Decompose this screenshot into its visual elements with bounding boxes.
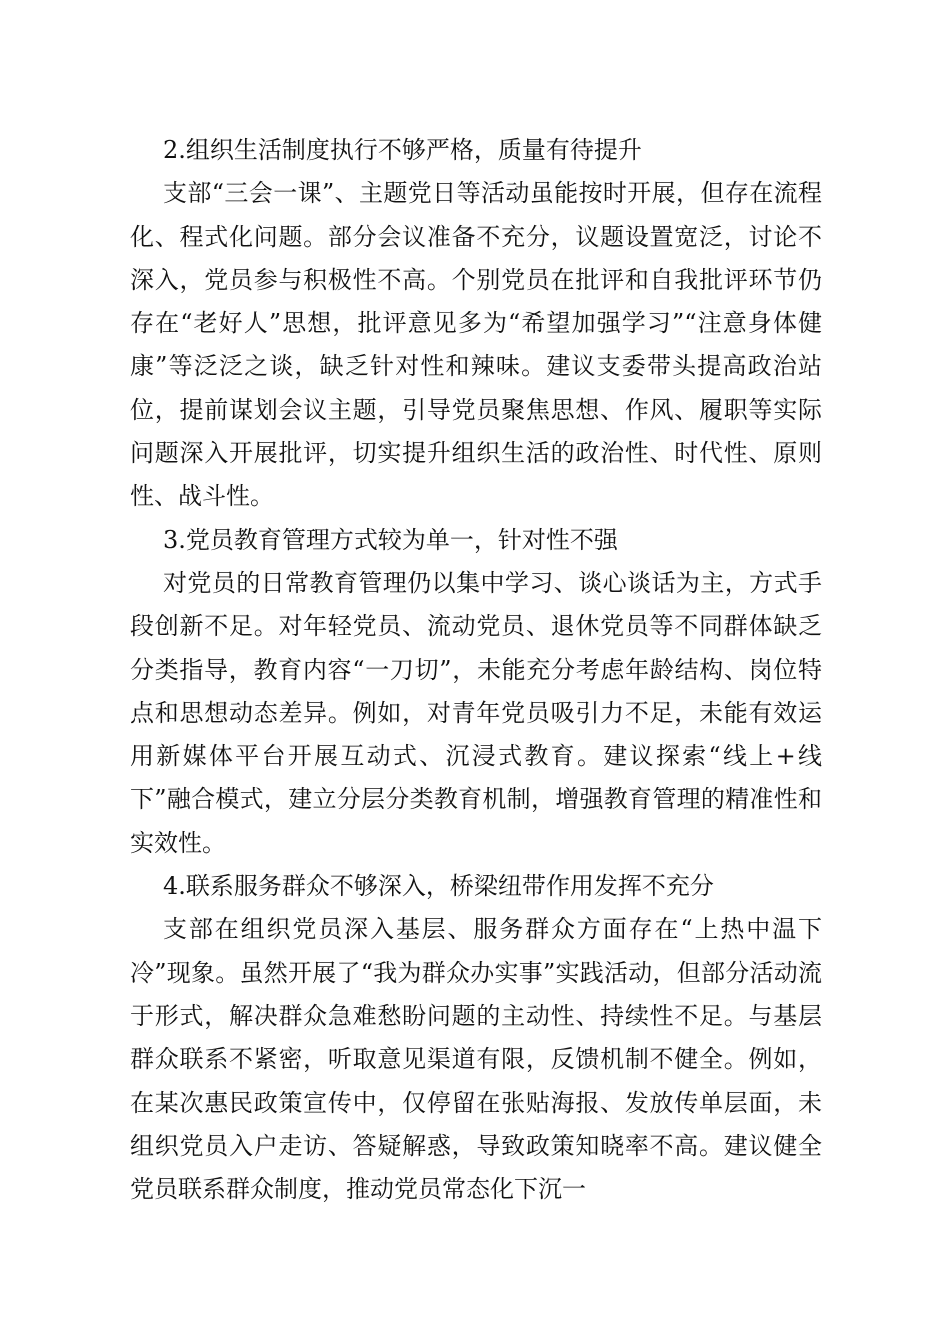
document-body: [130, 129, 822, 1211]
section-paragraph-3: 对党员的日常教育管理仍以集中学习、谈心谈话为主，方式手段创新不足。对年轻党员、流动党员、退休党员等不同群体缺乏分类指导，教育内容“一刀切”，未能充分考虑年龄结构、岗位特点和思想动态差异。例如，对青年党员吸引力不足，未能有效运用新媒体平台开展互动式、沉浸式教育。建议探索“线上+线下”融合模式，建立分层分类教育机制，增强教育管理的精准性和实效性。: [130, 568, 822, 857]
section-heading-3: 3.党员教育管理方式较为单一，针对性不强: [163, 525, 618, 554]
section-heading-2: 2.组织生活制度执行不够严格，质量有待提升: [163, 136, 642, 164]
section-heading-4: 4.联系服务群众不够深入，桥梁纽带作用发挥不充分: [163, 872, 714, 901]
section-paragraph-2: 支部“三会一课”、主题党日等活动虽能按时开展，但存在流程化、程式化问题。部分会议准备不充分，议题设置宽泛，讨论不深入，党员参与积极性不高。个别党员在批评和自我批评环节仍存在“老好人”思想，批评意见多为“希望加强学习”“注意身体健康”等泛泛之谈，缺乏针对性和辣味。建议支委带头提高政治站位，提前谋划会议主题，引导党员聚焦思想、作风、履职等实际问题深入开展批评，切实提升组织生活的政治性、时代性、原则性、战斗性。: [130, 179, 822, 511]
section-paragraph-4: 支部在组织党员深入基层、服务群众方面存在“上热中温下冷”现象。虽然开展了“我为群众办实事”实践活动，但部分活动流于形式，解决群众急难愁盼问题的主动性、持续性不足。与基层群众联系不紧密，听取意见渠道有限，反馈机制不健全。例如，在某次惠民政策宣传中，仅停留在张贴海报、发放传单层面，未组织党员入户走访、答疑解惑，导致政策知晓率不高。建议健全党员联系群众制度，推动党员常态化下沉一: [130, 915, 822, 1204]
